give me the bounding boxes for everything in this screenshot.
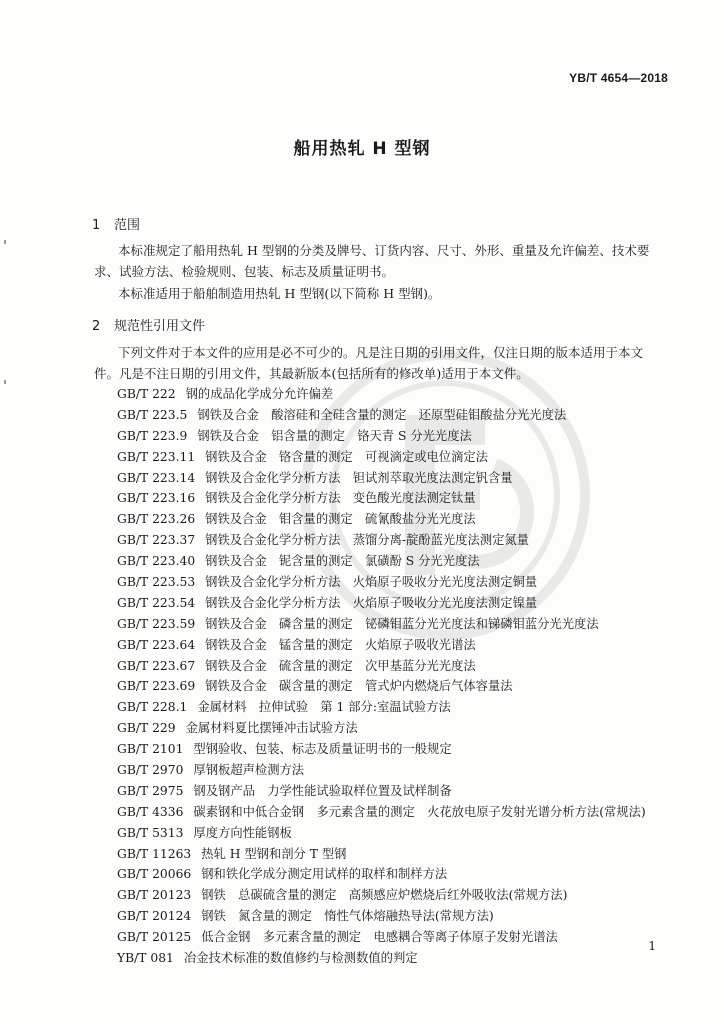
reference-title: 钢铁及合金 钼含量的测定 硫氰酸盐分光光度法 [205,512,476,527]
section-heading-scope [92,214,140,233]
section-title: 范围 [114,218,141,233]
reference-item [117,426,646,447]
reference-title: 钢铁及合金化学分析方法 变色酸光度法测定钛量 [205,491,476,506]
reference-code: GB/T 223.67 [117,658,196,673]
section-number: 2 [92,319,101,334]
reference-title: 金属材料夏比摆锤冲击试验方法 [185,721,358,736]
scan-speck [4,380,6,384]
reference-item [117,635,646,656]
reference-code: GB/T 222 [117,387,176,401]
reference-title: 厚钢板超声检测方法 [193,763,305,778]
reference-title: 钢铁 氮含量的测定 惰性气体熔融热导法(常规方法) [201,909,494,924]
reference-code: GB/T 229 [117,721,176,736]
reference-title: 钢铁及合金 铝含量的测定 铬天青 S 分光光度法 [197,428,472,443]
reference-item [117,802,646,823]
reference-code: GB/T 5313 [117,825,184,840]
reference-item [117,405,646,426]
reference-code: GB/T 223.53 [117,575,196,590]
reference-title: 钢及钢产品 力学性能试验取样位置及试样制备 [193,783,452,798]
reference-item [117,551,646,572]
reference-title: 热轧 H 型钢和剖分 T 型钢 [201,846,347,861]
section-number: 1 [92,218,101,233]
reference-title: 钢铁及合金 碳含量的测定 管式炉内燃烧后气体容量法 [205,679,513,694]
reference-title: 型钢验收、包装、标志及质量证明书的一般规定 [193,742,452,757]
section-heading-normative-references [92,315,205,334]
reference-code: GB/T 223.37 [117,533,196,548]
reference-item [117,760,646,781]
reference-item [117,823,646,844]
reference-title: 钢的成品化学成分允许偏差 [185,387,334,401]
reference-code: GB/T 4336 [117,804,184,819]
reference-item [117,697,646,718]
reference-title: 金属材料 拉伸试验 第 1 部分:室温试验方法 [197,700,451,715]
reference-code: GB/T 223.64 [117,637,196,652]
reference-item [117,864,646,885]
paragraph: 本标准适用于船舶制造用热轧 H 型钢(以下简称 H 型钢)。 [118,286,441,301]
reference-item [117,384,646,405]
paragraph: 下列文件对于本文件的应用是必不可少的。凡是注日期的引用文件，仅注日期的版本适用于本文件。凡是不注日期的引用文件，其最新版本(包括所有的修改单)适用于本文件。 [94,345,644,381]
reference-code: GB/T 228.1 [117,700,188,715]
reference-list [117,384,646,969]
reference-code: GB/T 11263 [117,846,192,861]
reference-title: 钢铁及合金 铬含量的测定 可视滴定或电位滴定法 [205,449,488,464]
reference-code: YB/T 081 [117,951,174,966]
reference-code: GB/T 20123 [117,888,192,903]
reference-code: GB/T 2975 [117,783,184,798]
reference-title: 冶金技术标准的数值修约与检测数值的判定 [183,951,418,966]
page-number: 1 [648,939,656,953]
reference-title: 钢铁及合金化学分析方法 火焰原子吸收分光光度法测定铜量 [205,575,538,590]
reference-code: GB/T 223.54 [117,595,196,610]
reference-code: GB/T 223.16 [117,491,196,506]
reference-item [117,530,646,551]
reference-item [117,593,646,614]
reference-title: 钢铁 总碳硫含量的测定 高频感应炉燃烧后红外吸收法(常规方法) [201,888,568,903]
reference-item [117,948,646,969]
reference-item [117,447,646,468]
reference-item [117,927,646,948]
scan-speck [4,240,6,244]
reference-item [117,885,646,906]
reference-title: 低合金钢 多元素含量的测定 电感耦合等离子体原子发射光谱法 [201,930,558,945]
reference-title: 钢铁及合金 铌含量的测定 氯磺酚 S 分光光度法 [205,554,480,569]
reference-item [117,468,646,489]
reference-title: 碳素钢和中低合金钢 多元素含量的测定 火花放电原子发射光谱分析方法(常规法) [193,804,646,819]
reference-item [117,572,646,593]
reference-code: GB/T 20066 [117,867,192,882]
reference-item [117,656,646,677]
reference-item [117,906,646,927]
reference-code: GB/T 223.69 [117,679,196,694]
reference-title: 钢铁及合金 磷含量的测定 铋磷钼蓝分光光度法和锑磷钼蓝分光光度法 [205,616,599,631]
document-code: YB/T 4654—2018 [569,71,668,85]
section-title: 规范性引用文件 [114,319,206,334]
reference-item [117,488,646,509]
reference-title: 钢铁及合金化学分析方法 火焰原子吸收分光光度法测定镍量 [205,595,538,610]
reference-item [117,614,646,635]
reference-title: 钢铁及合金化学分析方法 蒸馏分离-靛酚蓝光度法测定氮量 [205,533,530,548]
reference-code: GB/T 20125 [117,930,192,945]
document-title: 船用热轧 H 型钢 [293,139,431,159]
reference-code: GB/T 223.5 [117,407,188,422]
reference-code: GB/T 223.40 [117,554,196,569]
reference-title: 钢铁及合金 锰含量的测定 火焰原子吸收光谱法 [205,637,476,652]
reference-title: 钢铁及合金化学分析方法 钽试剂萃取光度法测定钒含量 [205,470,513,485]
paragraph: 本标准规定了船用热轧 H 型钢的分类及牌号、订货内容、尺寸、外形、重量及允许偏差、技术要求、试验方法、检验规则、包装、标志及质量证明书。 [94,243,650,279]
reference-item [117,718,646,739]
reference-title: 钢铁及合金 酸溶硅和全硅含量的测定 还原型硅钼酸盐分光光度法 [197,407,567,422]
reference-code: GB/T 223.59 [117,616,196,631]
reference-code: GB/T 2101 [117,742,184,757]
reference-code: GB/T 223.26 [117,512,196,527]
reference-title: 厚度方向性能钢板 [193,825,292,840]
reference-item [117,676,646,697]
reference-code: GB/T 223.9 [117,428,188,443]
reference-item [117,844,646,865]
reference-code: GB/T 223.14 [117,470,196,485]
reference-item [117,509,646,530]
reference-title: 钢铁及合金 硫含量的测定 次甲基蓝分光光度法 [205,658,476,673]
reference-item [117,781,646,802]
reference-code: GB/T 2970 [117,763,184,778]
reference-item [117,739,646,760]
reference-code: GB/T 20124 [117,909,192,924]
reference-title: 钢和铁化学成分测定用试样的取样和制样方法 [201,867,448,882]
reference-code: GB/T 223.11 [117,449,196,464]
